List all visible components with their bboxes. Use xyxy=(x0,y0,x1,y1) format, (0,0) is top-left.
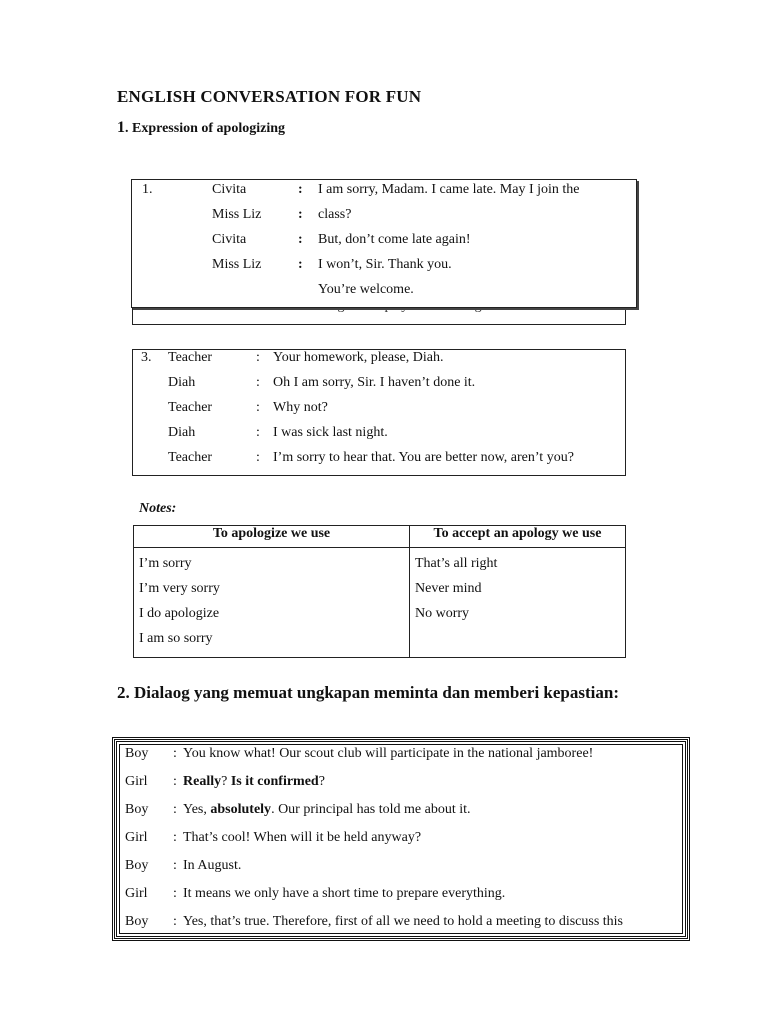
dialog-4-text: It means we only have a short time to prepare everything. xyxy=(183,886,506,901)
colon: : xyxy=(173,830,177,845)
dialog-1-speaker: Miss Liz xyxy=(212,257,262,272)
dialog-4-line xyxy=(125,914,623,930)
accept-expression: Never mind xyxy=(415,581,482,596)
colon: : xyxy=(256,400,260,415)
dialog-4-text: You know what! Our scout club will participate in the national jamboree! xyxy=(183,746,594,761)
colon: : xyxy=(256,350,260,365)
dialog-1-speaker: Miss Liz xyxy=(212,207,262,222)
dialog-4-frame xyxy=(114,739,688,939)
dialog-3-text: Why not? xyxy=(273,400,328,415)
colon: : xyxy=(173,886,177,901)
section-1-number: 1 xyxy=(117,119,125,136)
dialog-1-text: But, don’t come late again! xyxy=(318,232,471,247)
dialog-4-speaker: Girl xyxy=(125,886,148,901)
dialog-4-line xyxy=(125,830,421,846)
dialog-4-text: ? xyxy=(318,774,325,789)
dialog-1-text: I won’t, Sir. Thank you. xyxy=(318,257,452,272)
section-1-heading xyxy=(117,119,285,137)
notes-table xyxy=(133,525,626,658)
dialog-4-speaker: Boy xyxy=(125,802,149,817)
dialog-1-text: class? xyxy=(318,207,352,222)
dialog-4-text: Yes, that’s true. Therefore, first of all we need to hold a meeting to discuss this xyxy=(183,914,624,929)
apologize-expression: I do apologize xyxy=(139,606,220,621)
dialog-3-speaker: Diah xyxy=(168,375,196,390)
dialog-4-speaker: Girl xyxy=(125,774,148,789)
notes-body-row xyxy=(134,548,626,658)
colon: : xyxy=(256,375,260,390)
dialog-4-line xyxy=(125,774,325,790)
dialog-3-text: I was sick last night. xyxy=(273,425,388,440)
dialog-3-speaker: Teacher xyxy=(168,450,213,465)
dialog-4-text: That’s cool! When will it be held anyway? xyxy=(183,830,422,845)
dialog-1-number: 1. xyxy=(142,182,153,197)
colon: : xyxy=(173,914,177,929)
apologize-expression: I’m very sorry xyxy=(139,581,220,596)
notes-header-accept: To accept an apology we use xyxy=(410,526,626,548)
dialog-3-text: I’m sorry to hear that. You are better now, aren’t you? xyxy=(273,450,574,465)
dialog-1-speaker: Civita xyxy=(212,182,247,197)
dialog-4-line xyxy=(125,802,471,818)
colon: : xyxy=(173,802,177,817)
dialog-4-line xyxy=(125,746,593,762)
dialog-4-speaker: Boy xyxy=(125,746,149,761)
apologize-expression: I am so sorry xyxy=(139,631,213,646)
dialog-3-speaker: Diah xyxy=(168,425,196,440)
dialog-4-text: In August. xyxy=(183,858,242,873)
dialog-4-line xyxy=(125,858,241,874)
dialog-4-speaker: Girl xyxy=(125,830,148,845)
dialog-3-speaker: Teacher xyxy=(168,400,213,415)
notes-label: Notes: xyxy=(139,501,177,516)
dialog-4-emphasis: Is it confirmed xyxy=(230,774,319,789)
section-1-title: . Expression of apologizing xyxy=(125,121,285,136)
section-2-heading: 2. Dialaog yang memuat ungkapan meminta dan memberi kepastian: xyxy=(117,683,620,702)
colon: : xyxy=(256,450,260,465)
colon: : xyxy=(298,257,303,272)
dialog-3-box xyxy=(132,349,626,476)
dialog-4-line xyxy=(125,886,505,902)
colon: : xyxy=(173,858,177,873)
dialog-4-text: Yes, xyxy=(183,802,211,817)
dialog-1-text: I am sorry, Madam. I came late. May I join the xyxy=(318,182,580,197)
colon: : xyxy=(256,425,260,440)
dialog-4-text: ? xyxy=(221,774,231,789)
colon: : xyxy=(298,207,303,222)
colon: : xyxy=(298,182,303,197)
colon: : xyxy=(298,232,303,247)
document-title: ENGLISH CONVERSATION FOR FUN xyxy=(117,87,422,106)
colon: : xyxy=(173,746,177,761)
dialog-3-speaker: Teacher xyxy=(168,350,213,365)
dialog-1-text: You’re welcome. xyxy=(318,282,414,297)
apologize-expression: I’m sorry xyxy=(139,556,192,571)
dialog-3-text: Your homework, please, Diah. xyxy=(273,350,444,365)
accept-expression: No worry xyxy=(415,606,470,621)
dialog-4-emphasis: absolutely xyxy=(210,802,272,817)
notes-header-row xyxy=(134,526,626,548)
notes-header-apologize: To apologize we use xyxy=(134,526,410,548)
dialog-3-text: Oh I am sorry, Sir. I haven’t done it. xyxy=(273,375,476,390)
dialog-3-number: 3. xyxy=(141,350,152,365)
dialog-4-emphasis: Really xyxy=(183,774,222,789)
notes-accept-cell xyxy=(410,548,626,658)
colon: : xyxy=(173,774,177,789)
dialog-4-speaker: Boy xyxy=(125,858,149,873)
accept-expression: That’s all right xyxy=(415,556,498,571)
dialog-4-text: . Our principal has told me about it. xyxy=(271,802,471,817)
dialog-1-speaker: Civita xyxy=(212,232,247,247)
dialog-1-box xyxy=(131,179,637,308)
notes-apologize-cell xyxy=(134,548,410,658)
dialog-4-speaker: Boy xyxy=(125,914,149,929)
